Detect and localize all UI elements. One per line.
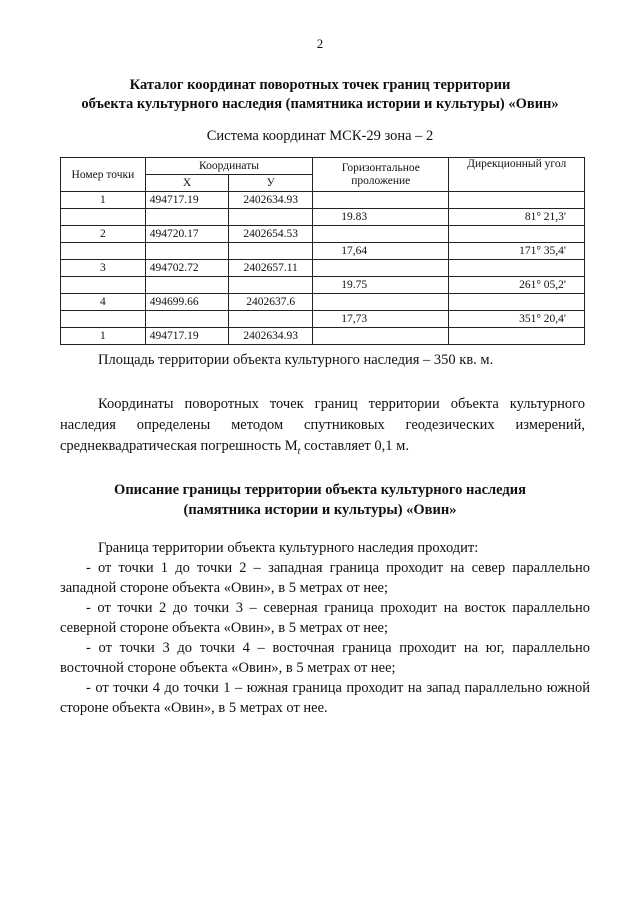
title-line-2: объекта культурного наследия (памятника истории и культуры) «Овин»: [81, 96, 559, 112]
table-row: [61, 311, 585, 328]
header-angle: Дирекционный угол: [449, 158, 585, 192]
section-title-line-1: Описание границы территории объекта культурного наследия: [114, 482, 526, 498]
point-y: 2402634.93: [229, 328, 313, 345]
segment-distance: 17,64: [313, 243, 449, 260]
point-number: 3: [61, 260, 146, 277]
table-row: [61, 209, 585, 226]
table-row: [61, 260, 585, 277]
point-y: 2402654.53: [229, 226, 313, 243]
coordinate-system-label: Система координат МСК-29 зона – 2: [206, 128, 434, 144]
point-y: 2402634.93: [229, 192, 313, 209]
table-row: [61, 226, 585, 243]
list-item: - от точки 1 до точки 2 – западная граница проходит на север параллельно западной стороне объекта «Овин», в 5 метрах от нее;: [60, 560, 590, 596]
point-x: 494717.19: [145, 328, 228, 345]
header-point-number: Номер точки: [61, 158, 146, 192]
description-intro: Граница территории объекта культурного наследия проходит:: [98, 540, 479, 556]
segment-angle: 171° 35,4': [449, 243, 585, 260]
list-item: - от точки 2 до точки 3 – северная граница проходит на восток параллельно северной стороне объекта «Овин», в 5 метрах от нее;: [60, 600, 590, 636]
point-x: 494702.72: [145, 260, 228, 277]
header-y: У: [229, 175, 313, 192]
header-x: X: [145, 175, 228, 192]
list-item: - от точки 3 до точки 4 – восточная граница проходит на юг, параллельно восточной стороне объекта «Овин», в 5 метрах от нее;: [60, 640, 590, 676]
point-x: 494720.17: [145, 226, 228, 243]
segment-angle: 261° 05,2': [449, 277, 585, 294]
table-row: [61, 277, 585, 294]
segment-angle: 351° 20,4': [449, 311, 585, 328]
point-number: 4: [61, 294, 146, 311]
table-row: [61, 243, 585, 260]
area-statement: Площадь территории объекта культурного наследия – 350 кв. м.: [98, 352, 494, 368]
accuracy-text: Координаты поворотных точек границ территории объекта культурного наследия определены методом спутниковых геодезических измерений, среднеквадратическая погрешность M: [60, 396, 585, 454]
table-row: [61, 294, 585, 311]
document-title: [40, 76, 600, 114]
point-x: 494699.66: [145, 294, 228, 311]
segment-distance: 19.75: [313, 277, 449, 294]
segment-angle: 81° 21,3': [449, 209, 585, 226]
title-line-1: Каталог координат поворотных точек границ территории: [129, 77, 511, 93]
point-number: 1: [61, 328, 146, 345]
accuracy-subscript: t: [297, 445, 301, 457]
segment-distance: 17,73: [313, 311, 449, 328]
list-item: - от точки 4 до точки 1 – южная граница проходит на запад параллельно южной стороне объекта «Овин», в 5 метрах от нее.: [60, 680, 590, 716]
table-row: [61, 328, 585, 345]
point-y: 2402657.11: [229, 260, 313, 277]
point-y: 2402637.6: [229, 294, 313, 311]
page-number: 2: [316, 36, 324, 51]
table-row: [61, 192, 585, 209]
segment-distance: 19.83: [313, 209, 449, 226]
section-title-line-2: (памятника истории и культуры) «Овин»: [183, 502, 457, 518]
boundary-description: [60, 538, 590, 718]
point-number: 2: [61, 226, 146, 243]
coordinates-table: [60, 157, 585, 345]
point-x: 494717.19: [145, 192, 228, 209]
accuracy-text-end: составляет 0,1 м.: [300, 438, 409, 454]
header-distance: Горизонтальное проложение: [313, 158, 449, 192]
accuracy-paragraph: [60, 394, 585, 462]
point-number: 1: [61, 192, 146, 209]
section-title: [40, 480, 600, 520]
header-coordinates: Координаты: [145, 158, 312, 175]
